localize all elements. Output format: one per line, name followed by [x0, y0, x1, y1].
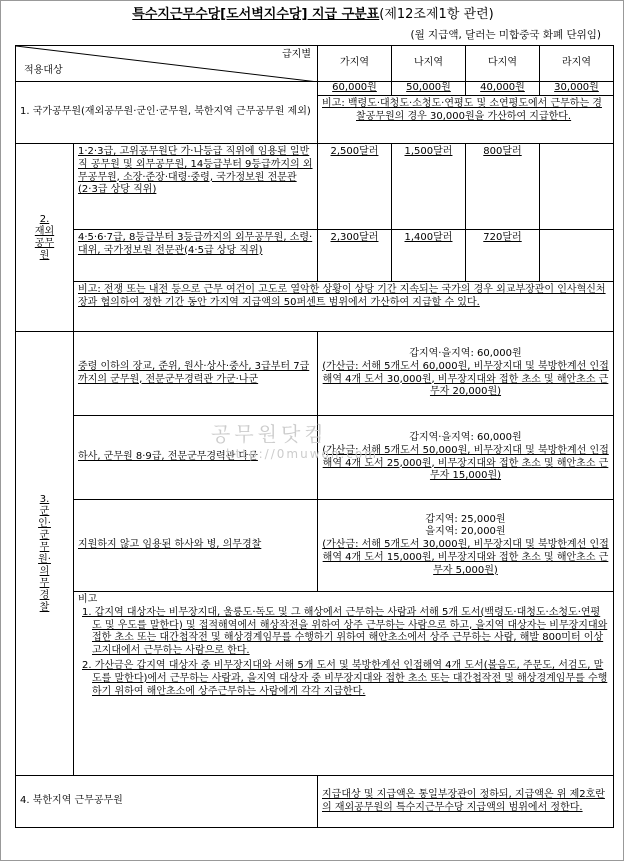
row2-sub2-ra: [540, 230, 614, 282]
row3-note-title: 비고: [78, 594, 98, 605]
allowance-table: [15, 45, 614, 828]
row2-note-cell: [74, 282, 614, 332]
header-grade-label: 급지별: [282, 49, 311, 60]
unit-note: (월 지급액, 달러는 미합중국 화폐 단위임): [410, 29, 601, 41]
header-diagonal-cell: [16, 46, 318, 82]
row2-sub2-na: 1,400달러: [392, 230, 466, 282]
title-main: 특수지근무수당[도서벽지수당] 지급 구분표: [132, 7, 380, 22]
row4-label: 4. 북한지역 근무공무원: [20, 795, 123, 807]
row1-note-cell: [318, 96, 614, 144]
row2-sub1-ra: [540, 144, 614, 230]
base-amount-ga: 60,000원: [318, 82, 392, 96]
row3-sub1-amount-cell: [318, 332, 614, 416]
row3-note-cell: [74, 592, 614, 776]
row3-sub1-line1: 갑지역·을지역: 60,000원: [409, 347, 522, 359]
col-header-da: 다지역: [466, 46, 540, 82]
row1-label: 1. 국가공무원(재외공무원·군인·군무원, 북한지역 근무공무원 제외): [20, 106, 311, 118]
row3-sub1-text: 중령 이하의 장교, 준위, 원사·상사·중사, 3급부터 7급까지의 군무원, 전문군무경력관 가군·나군: [78, 360, 310, 385]
row2-sub2: [16, 230, 614, 282]
row2-sub1-text: 1·2·3급, 고위공무원단 가·나등급 직위에 임용된 일반직 공무원 및 외무공무원, 14등급부터 9등급까지의 외무공무원, 소장·준장·대령·중령, 국가정보원 전문관(2·3급 상당 직위): [78, 146, 313, 196]
row2-label-cell: [16, 144, 74, 332]
col-header-ga: 가지역: [318, 46, 392, 82]
col-header-na: 나지역: [392, 46, 466, 82]
row2-label: 2. 재외공무원: [34, 213, 55, 261]
document-title: [1, 7, 624, 24]
row2-sub1: [16, 144, 614, 230]
row3-sub2-text-cell: [74, 416, 318, 500]
row3-label: 3. 군인·군무원·의무경찰: [38, 493, 51, 613]
row2-note: 비고: 전쟁 또는 내전 등으로 근무 여건이 고도로 열악한 상황이 상당 기간 지속되는 국가의 경우 외교부장관이 인사혁신처장과 협의하여 정한 기간 동안 가지역 지급액의 50퍼센트 범위에서 가산하여 지급할 수 있다.: [78, 284, 606, 308]
row3-sub1: [16, 332, 614, 416]
row3-sub3: [16, 500, 614, 592]
row2-sub2-text-cell: [74, 230, 318, 282]
row2-sub2-text: 4·5·6·7급, 8등급부터 3등급까지의 외무공무원, 소령·대위, 국가정보원 전문관(4·5급 상당 직위): [78, 232, 313, 256]
row3-sub3-text: 지원하지 않고 임용된 하사와 병, 의무경찰: [78, 539, 262, 551]
header-row: [16, 46, 614, 82]
row2-sub1-da: 800달러: [466, 144, 540, 230]
base-amount-da: 40,000원: [466, 82, 540, 96]
row3-sub3-line1: 갑지역: 25,000원: [425, 513, 506, 525]
row1-amounts: [16, 82, 614, 96]
row2-note-row: [16, 282, 614, 332]
base-amount-na: 50,000원: [392, 82, 466, 96]
row1-note: 비고: 백령도·대청도·소청도·연평도 및 소연평도에서 근무하는 경찰공무원의 경우 30,000원을 가산하여 지급한다.: [322, 98, 602, 122]
row3-sub1-text-cell: [74, 332, 318, 416]
row1-label-cell: [16, 82, 318, 144]
row2-sub1-text-cell: [74, 144, 318, 230]
row3-sub1-line2: (가산금: 서해 5개도서 60,000원, 비무장지대 및 북방한계선 인접해역 4개 도서 30,000원, 비무장지대와 접한 초소 및 해안초소 근무자 20,000원): [322, 360, 609, 398]
row3-sub3-amount-cell: [318, 500, 614, 592]
row4-label-cell: [16, 776, 318, 828]
row3-note-item-2: 2. 가산금은 갑지역 대상자 중 비무장지대와 서해 5개 도서 및 북방한계선 인접해역 4개 도서(볼음도, 주문도, 서검도, 말도를 말한다)에서 근무하는 사람과, 을지역 대상자 중 비무장지대와 접한 초소 또는 대간첩작전 및 해상경계임무를 수행하기 위하여 해안초소에 상주근무하는 사람에게 각각 지급한다.: [82, 659, 608, 697]
title-sub: (제12조제1항 관련): [379, 7, 494, 22]
col-header-ra: 라지역: [540, 46, 614, 82]
row4-note: 지급대상 및 지급액은 통일부장관이 정하되, 지급액은 위 제2호란의 재외공무원의 특수지근무수당 지급액의 범위에서 정한다.: [322, 788, 605, 813]
row2-sub2-ga: 2,300달러: [318, 230, 392, 282]
row3-sub2-text: 하사, 군무원 8·9급, 전문군무경력관 다군: [78, 451, 258, 463]
row2-sub1-na: 1,500달러: [392, 144, 466, 230]
row3-sub3-text-cell: [74, 500, 318, 592]
row3-sub2: [16, 416, 614, 500]
row3-note-item-1: 1. 갑지역 대상자는 비무장지대, 울릉도·독도 및 그 해상에서 근무하는 사람과 서해 5개 도서(백령도·대청도·소청도·연평도 및 우도를 말한다) 및 접적해역에서 해상작전을 위하여 상주 근무하는 사람으로 하고, 을지역 대상자는 비무장지대와 접한 초소 또는 대간첩작전 및 해상경계임무를 수행하기 위하여 해안초소에서 상주 근무하는 사람, 해발 800미터 이상 고지대에서 근무하는 사람으로 한다.: [82, 606, 608, 657]
header-target-label: 적용대상: [24, 65, 63, 77]
watermark-url: http://0muwon.com: [226, 447, 378, 461]
row3-sub3-line2: 을지역: 20,000원: [425, 526, 506, 538]
row3-note-row: [16, 592, 614, 776]
row3-sub2-amount-cell: [318, 416, 614, 500]
row4: [16, 776, 614, 828]
row3-sub3-line3: (가산금: 서해 5개도서 30,000원, 비무장지대 및 북방한계선 인접해역 4개 도서 15,000원, 비무장지대와 접한 초소 및 해안초소 근무자 5,000원): [322, 539, 609, 576]
row2-sub2-da: 720달러: [466, 230, 540, 282]
row2-sub1-ga: 2,500달러: [318, 144, 392, 230]
row3-label-cell: [16, 332, 74, 776]
row3-sub2-line2: (가산금: 서해 5개도서 50,000원, 비무장지대 및 북방한계선 인접해역 4개 도서 25,000원, 비무장지대와 접한 초소 및 해안초소 근무자 15,000원): [322, 444, 609, 482]
base-amount-ra: 30,000원: [540, 82, 614, 96]
watermark: 공무원닷컴: [211, 422, 328, 446]
row3-sub2-line1: 갑지역·을지역: 60,000원: [409, 431, 522, 443]
row4-note-cell: [318, 776, 614, 828]
